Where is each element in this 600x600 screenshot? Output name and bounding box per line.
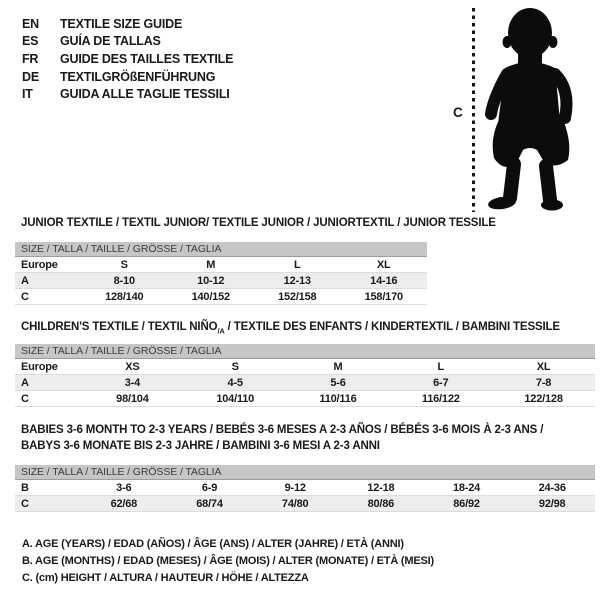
size-value: 14-16 xyxy=(370,274,398,287)
size-value: 98/104 xyxy=(116,392,149,405)
size-value: 68/74 xyxy=(196,497,223,510)
row-label: Europe xyxy=(21,360,58,373)
table-row-c xyxy=(15,391,595,407)
language-code: FR xyxy=(22,51,39,66)
language-code: EN xyxy=(22,16,39,31)
children-title-post: / TEXTILE DES ENFANTS / KINDERTEXTIL / BAMBINI TESSILE xyxy=(224,321,560,333)
language-code: ES xyxy=(22,34,39,49)
language-title: TEXTILE SIZE GUIDE xyxy=(60,16,183,31)
size-value: 3-4 xyxy=(124,376,141,389)
size-value: 62/68 xyxy=(110,497,138,510)
size-value: S xyxy=(231,360,239,373)
size-value: M xyxy=(333,360,343,373)
junior-size-table xyxy=(15,242,427,305)
size-value: 74/80 xyxy=(281,497,309,510)
size-header-bar: SIZE / TALLA / TAILLE / GRÖSSE / TAGLIA xyxy=(15,242,427,257)
size-value: 140/152 xyxy=(191,290,230,303)
language-title: TEXTILGRÖßENFÜHRUNG xyxy=(60,69,216,84)
size-value: 12-18 xyxy=(367,481,395,494)
size-value: 116/122 xyxy=(421,392,460,405)
children-section-title xyxy=(21,320,560,339)
children-title-pre: CHILDREN'S TEXTILE / TEXTIL NIÑO xyxy=(21,321,218,333)
row-label: C xyxy=(21,497,29,510)
size-value: 5-6 xyxy=(330,376,346,389)
size-value: 3-6 xyxy=(116,481,132,494)
size-value: 158/170 xyxy=(364,290,403,303)
row-label: A xyxy=(21,376,29,389)
size-value: 92/98 xyxy=(538,497,566,510)
row-label: C xyxy=(21,290,29,303)
size-value: 6-9 xyxy=(201,481,218,494)
row-label: Europe xyxy=(21,258,58,271)
size-value: 152/158 xyxy=(278,290,317,303)
size-value: 24-36 xyxy=(538,481,566,494)
language-code: IT xyxy=(22,87,33,102)
size-header-bar: SIZE / TALLA / TAILLE / GRÖSSE / TAGLIA xyxy=(15,344,595,359)
size-value: S xyxy=(120,258,128,271)
language-row-en xyxy=(22,15,233,33)
babies-size-table xyxy=(15,465,595,512)
footnotes xyxy=(22,536,434,588)
table-row-c xyxy=(15,496,595,512)
table-row-a xyxy=(15,273,427,289)
row-label: B xyxy=(21,481,29,494)
size-value: 110/116 xyxy=(319,392,357,405)
language-row-de xyxy=(22,68,233,86)
size-value: XL xyxy=(536,360,551,373)
footnote-a: A. AGE (YEARS) / EDAD (AÑOS) / ÂGE (ANS) / ALTER (JAHRE) / ETÀ (ANNI) xyxy=(22,538,404,550)
size-value: 80/86 xyxy=(367,497,395,510)
footnote-b: B. AGE (MONTHS) / EDAD (MESES) / ÂGE (MOIS) / ALTER (MONATE) / ETÀ (MESI) xyxy=(22,555,434,568)
children-title-sub: /A xyxy=(217,326,225,336)
row-label: C xyxy=(21,392,29,405)
table-row-a xyxy=(15,375,595,391)
size-value: 6-7 xyxy=(433,376,449,389)
size-value: 122/128 xyxy=(524,392,563,405)
row-label: A xyxy=(21,274,29,287)
baby-silhouette-icon xyxy=(485,6,581,214)
babies-title-line1: BABIES 3-6 MONTH TO 2-3 YEARS / BEBÉS 3-6 MESES A 2-3 AÑOS / BÉBÉS 3-6 MOIS À 2-3 ANS / xyxy=(21,424,544,436)
size-value: 4-5 xyxy=(227,376,243,389)
language-title: GUÍA DE TALLAS xyxy=(60,34,161,49)
height-label: C xyxy=(453,105,463,120)
size-value: L xyxy=(293,258,301,271)
size-value: 18-24 xyxy=(452,481,481,494)
language-row-it xyxy=(22,85,233,103)
size-value: 8-10 xyxy=(113,274,135,287)
size-value: M xyxy=(206,258,216,271)
table-row-b xyxy=(15,480,595,496)
language-title: GUIDE DES TAILLES TEXTILE xyxy=(60,51,234,66)
size-header-bar: SIZE / TALLA / TAILLE / GRÖSSE / TAGLIA xyxy=(15,465,595,480)
language-title: GUIDA ALLE TAGLIE TESSILI xyxy=(60,87,230,102)
language-code: DE xyxy=(22,69,39,84)
table-row-c xyxy=(15,289,427,305)
language-row-es xyxy=(22,33,233,51)
footnote-c: C. (cm) HEIGHT / ALTURA / HAUTEUR / HÖHE / ALTEZZA xyxy=(22,572,309,585)
junior-section-title: JUNIOR TEXTILE / TEXTIL JUNIOR/ TEXTILE JUNIOR / JUNIORTEXTIL / JUNIOR TESSILE xyxy=(21,217,496,229)
size-value: 128/140 xyxy=(105,290,144,303)
size-value: 104/110 xyxy=(216,392,255,405)
size-value: XL xyxy=(376,258,391,271)
size-value: 9-12 xyxy=(284,481,306,494)
size-value: 10-12 xyxy=(197,274,225,287)
language-row-fr xyxy=(22,50,233,68)
size-value: XS xyxy=(125,360,140,373)
size-value: 86/92 xyxy=(453,497,480,510)
height-dashed-line xyxy=(472,8,475,212)
babies-section-title xyxy=(21,423,543,454)
size-value: 12-13 xyxy=(283,274,311,287)
babies-title-line2: BABYS 3-6 MONATE BIS 2-3 JAHRE / BAMBINI 3-6 MESI A 2-3 ANNI xyxy=(21,439,380,452)
size-value: 7-8 xyxy=(535,376,552,389)
children-size-table xyxy=(15,344,595,407)
size-value: L xyxy=(437,360,445,373)
table-row-europe xyxy=(15,257,427,273)
table-row-europe xyxy=(15,359,595,375)
language-list xyxy=(22,15,233,103)
